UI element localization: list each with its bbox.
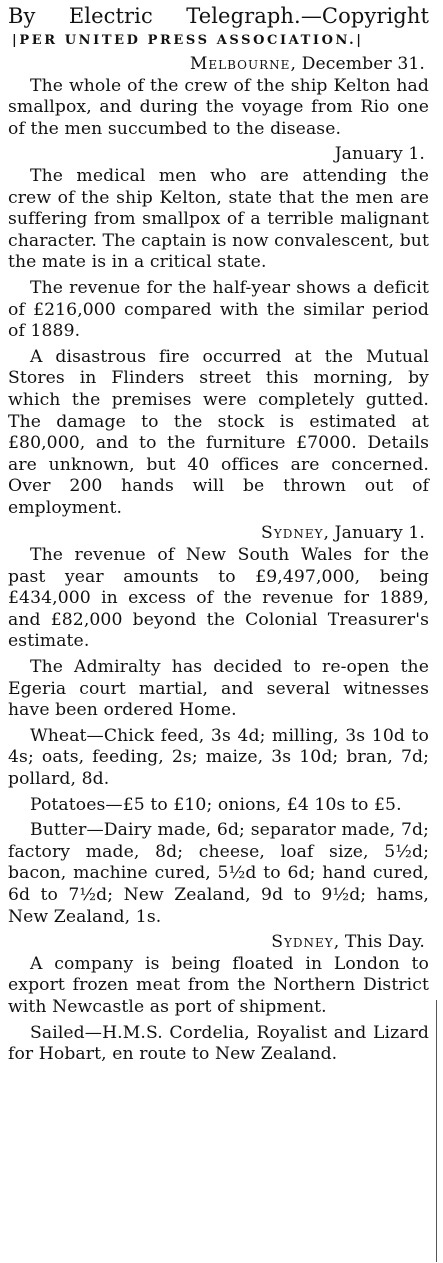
section-january-1 [8, 144, 429, 519]
section-sydney-jan1 [8, 523, 429, 928]
paragraph: Sailed—H.M.S. Cordelia, Royalist and Lizard for Hobart, en route to New Zealand. [8, 1022, 429, 1065]
paragraph: Potatoes—£5 to £10; onions, £4 10s to £5. [30, 794, 402, 815]
paragraph: A disastrous fire occurred at the Mutual Stores in Flinders street this morning, by which the premises were completely gutted. The damage to the stock is estimated at £80,000, and to the furniture £7000. Details are unknown, but 40 offices are concerned. Over 200 hands will be thrown out of employment. [8, 346, 429, 518]
source-line: |PER UNITED PRESS ASSOCIATION.| [12, 33, 364, 48]
dateline-date: , This Day. [333, 932, 425, 953]
section-sydney-this-day [8, 932, 429, 1066]
dateline-place: Melbourne [189, 54, 291, 74]
dateline-date: January 1. [334, 144, 425, 165]
dateline [8, 144, 429, 166]
column-rule [436, 1000, 437, 1262]
dateline-date: , December 31. [290, 54, 425, 74]
news-column [8, 2, 429, 1070]
paragraph: The Admiralty has decided to re-open the Egeria court martial, and several witnesses have been ordered Home. [8, 657, 429, 721]
paragraph: The medical men who are attending the crew of the ship Kelton, state that the men are suffering from smallpox of a terrible malignant character. The captain is now convalescent, but the mate is in a critical state. [8, 165, 429, 273]
paragraph: Butter—Dairy made, 6d; separator made, 7d; factory made, 8d; cheese, loaf size, 5½d; bacon, machine cured, 5½d to 6d; hand cured, 6d to 7½d; New Zealand, 9d to 9½d; hams, New Zealand, 1s. [8, 820, 429, 927]
dateline-place: Sydney [271, 932, 334, 953]
paragraph: The revenue for the half-year shows a deficit of £216,000 compared with the similar period of 1889. [8, 277, 429, 342]
section-melbourne-dec31 [8, 54, 429, 140]
dateline-place: Sydney [261, 523, 324, 544]
paragraph: Wheat—Chick feed, 3s 4d; milling, 3s 10d to 4s; oats, feeding, 2s; maize, 3s 10d; bran, 7d; pollard, 8d. [8, 725, 429, 789]
paragraph: The revenue of New South Wales for the past year amounts to £9,497,000, being £434,000 in excess of the revenue for 1889, and £82,000 beyond the Colonial Treasurer's estimate. [8, 545, 429, 652]
dateline [8, 54, 429, 76]
headline: By Electric Telegraph.—Copyright [8, 4, 429, 28]
dateline [8, 932, 429, 954]
dateline [8, 523, 429, 545]
dateline-date: , January 1. [323, 523, 425, 544]
paragraph: The whole of the crew of the ship Kelton had smallpox, and during the voyage from Rio one of the men succumbed to the disease. [8, 75, 429, 139]
paragraph: A company is being floated in London to export frozen meat from the Northern District with Newcastle as port of shipment. [8, 953, 429, 1017]
